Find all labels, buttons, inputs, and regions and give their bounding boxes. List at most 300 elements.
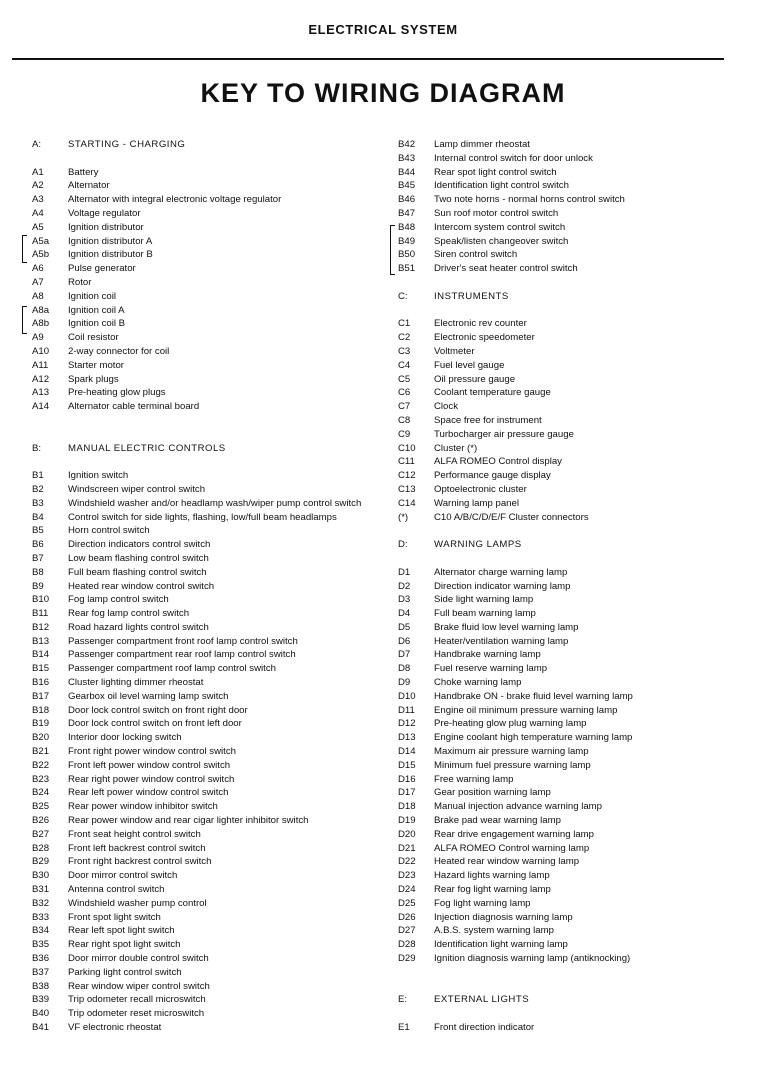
- item-code: C13: [398, 483, 416, 495]
- list-item: [32, 1021, 377, 1035]
- item-text: Ignition diagnosis warning lamp (antiknocking): [434, 953, 631, 965]
- item-text: Pre-heating glow plug warning lamp: [434, 718, 587, 730]
- list-item: [398, 745, 698, 759]
- list-item: [32, 828, 377, 842]
- item-code: D13: [398, 732, 416, 744]
- list-item: [32, 676, 377, 690]
- item-text: Speak/listen changeover switch: [434, 235, 569, 247]
- spacer: [398, 304, 698, 318]
- item-code: C9: [398, 428, 411, 440]
- item-code: C1: [398, 318, 411, 330]
- item-code: B12: [32, 621, 50, 633]
- item-text: Windscreen wiper control switch: [68, 483, 206, 495]
- item-code: C10: [398, 442, 416, 454]
- item-text: Starter motor: [68, 359, 124, 371]
- item-code: B7: [32, 552, 44, 564]
- spacer: [32, 152, 377, 166]
- item-code: A11: [32, 359, 49, 371]
- section-title: MANUAL ELECTRIC CONTROLS: [68, 442, 226, 454]
- item-code: A7: [32, 276, 44, 288]
- list-item: [398, 731, 698, 745]
- list-item: [398, 207, 698, 221]
- list-item: [398, 786, 698, 800]
- item-code: B48: [398, 221, 416, 233]
- list-item: [32, 773, 377, 787]
- bracket-b48-b51: [390, 225, 395, 275]
- list-d: [398, 566, 698, 966]
- list-b: [32, 469, 377, 1035]
- list-item: [398, 883, 698, 897]
- item-text: Door lock control switch on front left door: [68, 718, 242, 730]
- list-item: [32, 386, 377, 400]
- item-text: Control switch for side lights, flashing, low/full beam headlamps: [68, 511, 337, 523]
- item-text: Front right power window control switch: [68, 746, 236, 758]
- item-code: B40: [32, 1008, 50, 1020]
- list-item: [32, 331, 377, 345]
- item-code: C3: [398, 345, 411, 357]
- spacer: [32, 455, 377, 469]
- list-item: [32, 304, 377, 318]
- list-item: [32, 980, 377, 994]
- item-code: B14: [32, 649, 50, 661]
- list-item: [32, 690, 377, 704]
- list-item: [32, 883, 377, 897]
- item-text: ALFA ROMEO Control display: [434, 456, 562, 468]
- list-item: [398, 690, 698, 704]
- item-code: C7: [398, 401, 411, 413]
- item-code: C5: [398, 373, 411, 385]
- item-code: A10: [32, 345, 50, 357]
- item-code: B27: [32, 828, 50, 840]
- item-code: B49: [398, 235, 416, 247]
- item-code: B25: [32, 801, 50, 813]
- item-text: Handbrake warning lamp: [434, 649, 541, 661]
- item-text: Engine oil minimum pressure warning lamp: [434, 704, 618, 716]
- list-item: [32, 869, 377, 883]
- item-text: Alternator cable terminal board: [68, 401, 200, 413]
- item-text: Direction indicators control switch: [68, 539, 211, 551]
- list-item: [32, 938, 377, 952]
- list-item: [398, 359, 698, 373]
- item-text: Rear power window and rear cigar lighter inhibitor switch: [68, 815, 309, 827]
- list-item: [32, 966, 377, 980]
- list-item: [398, 952, 698, 966]
- item-text: Cluster (*): [434, 442, 478, 454]
- spacer: [32, 428, 377, 442]
- list-item: [32, 814, 377, 828]
- list-c: [398, 317, 698, 524]
- list-item: [32, 731, 377, 745]
- item-code: D12: [398, 718, 416, 730]
- item-code: B1: [32, 470, 44, 482]
- item-code: B10: [32, 594, 50, 606]
- item-code: B6: [32, 539, 44, 551]
- item-text: Horn control switch: [68, 525, 150, 537]
- right-column: [398, 138, 698, 1035]
- item-code: B21: [32, 746, 50, 758]
- item-code: C2: [398, 332, 411, 344]
- item-code: B13: [32, 635, 50, 647]
- item-text: Ignition switch: [68, 470, 129, 482]
- item-code: D17: [398, 787, 416, 799]
- item-code: D1: [398, 566, 411, 578]
- item-code: (*): [398, 511, 409, 523]
- item-code: C12: [398, 470, 416, 482]
- item-text: Space free for instrument: [434, 414, 542, 426]
- list-item: [398, 800, 698, 814]
- item-text: Fog light warning lamp: [434, 897, 531, 909]
- item-code: D26: [398, 911, 416, 923]
- list-item: [398, 331, 698, 345]
- item-text: Alternator with integral electronic voltage regulator: [68, 194, 282, 206]
- item-text: Rear spot light control switch: [434, 166, 557, 178]
- item-code: B51: [398, 263, 416, 275]
- item-text: Performance gauge display: [434, 470, 551, 482]
- item-code: B46: [398, 194, 416, 206]
- item-text: Handbrake ON - brake fluid level warning lamp: [434, 690, 633, 702]
- item-text: Pre-heating glow plugs: [68, 387, 166, 399]
- item-code: A9: [32, 332, 44, 344]
- header-rule: [12, 58, 724, 60]
- list-item: [32, 621, 377, 635]
- section-title: WARNING LAMPS: [434, 539, 522, 551]
- list-item: [32, 842, 377, 856]
- item-code: B32: [32, 897, 50, 909]
- item-text: Ignition distributor B: [68, 249, 153, 261]
- item-code: B3: [32, 497, 44, 509]
- item-text: Ignition coil B: [68, 318, 126, 330]
- list-item: [32, 607, 377, 621]
- item-code: B15: [32, 663, 50, 675]
- item-text: Direction indicator warning lamp: [434, 580, 571, 592]
- item-code: A8b: [32, 318, 50, 330]
- section-code: A:: [32, 139, 42, 150]
- list-item: [398, 607, 698, 621]
- item-text: Front seat height control switch: [68, 828, 201, 840]
- spacer: [398, 552, 698, 566]
- item-text: 2-way connector for coil: [68, 345, 170, 357]
- list-item: [398, 566, 698, 580]
- item-text: Low beam flashing control switch: [68, 552, 209, 564]
- item-text: Battery: [68, 166, 99, 178]
- list-item: [32, 635, 377, 649]
- item-text: Identification light control switch: [434, 180, 569, 192]
- item-code: A5b: [32, 249, 50, 261]
- list-item: [32, 662, 377, 676]
- item-code: D18: [398, 801, 416, 813]
- item-text: Rear left power window control switch: [68, 787, 229, 799]
- item-code: E1: [398, 1022, 410, 1033]
- item-text: Coolant temperature gauge: [434, 387, 551, 399]
- list-item: [398, 855, 698, 869]
- list-item: [398, 648, 698, 662]
- page-title: KEY TO WIRING DIAGRAM: [200, 78, 566, 108]
- list-item: [32, 800, 377, 814]
- list-item: [398, 662, 698, 676]
- list-item: [32, 924, 377, 938]
- item-code: B8: [32, 566, 44, 578]
- item-code: D22: [398, 856, 416, 868]
- list-item: [398, 676, 698, 690]
- item-text: Front spot light switch: [68, 911, 161, 923]
- list-item: [398, 842, 698, 856]
- item-text: Antenna control switch: [68, 884, 165, 896]
- list-item: [32, 400, 377, 414]
- section-code: B:: [32, 442, 42, 454]
- list-item: [398, 317, 698, 331]
- list-item: [398, 938, 698, 952]
- item-text: A.B.S. system warning lamp: [434, 925, 554, 937]
- item-text: Fog lamp control switch: [68, 594, 169, 606]
- list-item: [398, 759, 698, 773]
- page-header: ELECTRICAL SYSTEM: [308, 22, 458, 37]
- list-item: [398, 414, 698, 428]
- bracket-a8: [22, 306, 27, 334]
- item-text: Alternator charge warning lamp: [434, 566, 568, 578]
- item-text: Intercom system control switch: [434, 221, 566, 233]
- list-item: [32, 1007, 377, 1021]
- item-text: Minimum fuel pressure warning lamp: [434, 759, 591, 771]
- item-code: D9: [398, 677, 411, 689]
- item-text: Door lock control switch on front right door: [68, 704, 248, 716]
- list-item: [398, 828, 698, 842]
- item-text: Fuel reserve warning lamp: [434, 663, 548, 675]
- list-item: [398, 897, 698, 911]
- list-item: [398, 814, 698, 828]
- bracket-a5: [22, 235, 27, 263]
- item-code: D27: [398, 925, 416, 937]
- item-code: B31: [32, 884, 50, 896]
- item-text: Rear left spot light switch: [68, 925, 175, 937]
- item-text: Sun roof motor control switch: [434, 207, 559, 219]
- list-item: [398, 442, 698, 456]
- list-item: [32, 235, 377, 249]
- list-item: [398, 235, 698, 249]
- item-code: A1: [32, 166, 44, 178]
- item-code: A13: [32, 387, 50, 399]
- list-item: [32, 290, 377, 304]
- item-code: D5: [398, 621, 411, 633]
- item-text: Internal control switch for door unlock: [434, 152, 593, 164]
- item-code: B24: [32, 787, 50, 799]
- list-item: [398, 400, 698, 414]
- list-item: [32, 717, 377, 731]
- item-code: D3: [398, 594, 411, 606]
- item-code: A3: [32, 194, 44, 206]
- item-code: A4: [32, 207, 44, 219]
- list-item: [398, 869, 698, 883]
- item-code: B44: [398, 166, 416, 178]
- item-code: B11: [32, 608, 49, 620]
- item-code: B45: [398, 180, 416, 192]
- item-code: B20: [32, 732, 50, 744]
- item-code: B37: [32, 966, 50, 978]
- item-text: Heated rear window warning lamp: [434, 856, 580, 868]
- list-item: [398, 138, 698, 152]
- section-code: E:: [398, 994, 408, 1006]
- item-code: C6: [398, 387, 411, 399]
- item-code: B4: [32, 511, 44, 523]
- item-code: B26: [32, 815, 50, 827]
- section-c-heading: [398, 290, 698, 304]
- item-text: Two note horns - normal horns control switch: [434, 194, 625, 206]
- list-item: [32, 552, 377, 566]
- list-item: [32, 345, 377, 359]
- list-item: [32, 648, 377, 662]
- list-e: [398, 1021, 698, 1035]
- item-text: Hazard lights warning lamp: [434, 870, 550, 882]
- item-code: D24: [398, 884, 416, 896]
- item-code: A8a: [32, 304, 50, 316]
- list-item: [398, 911, 698, 925]
- spacer: [398, 276, 698, 290]
- spacer: [398, 980, 698, 994]
- item-text: Side light warning lamp: [434, 594, 534, 606]
- spacer: [398, 966, 698, 980]
- list-item: [32, 993, 377, 1007]
- list-item: [398, 483, 698, 497]
- item-code: B41: [32, 1022, 50, 1033]
- item-code: B42: [398, 139, 416, 150]
- list-item: [32, 207, 377, 221]
- item-text: Ignition coil: [68, 290, 116, 302]
- item-code: B36: [32, 953, 50, 965]
- list-item: [32, 759, 377, 773]
- item-code: A2: [32, 180, 44, 192]
- list-a: [32, 166, 377, 414]
- item-code: D20: [398, 828, 416, 840]
- item-code: C14: [398, 497, 416, 509]
- item-text: Ignition distributor A: [68, 235, 153, 247]
- item-text: Front left backrest control switch: [68, 842, 206, 854]
- item-text: Gearbox oil level warning lamp switch: [68, 690, 229, 702]
- list-item: [32, 221, 377, 235]
- section-title: STARTING - CHARGING: [68, 139, 186, 150]
- list-item: [398, 193, 698, 207]
- list-item: [32, 469, 377, 483]
- item-code: D10: [398, 690, 416, 702]
- item-text: Rear fog light warning lamp: [434, 884, 551, 896]
- list-item: [32, 276, 377, 290]
- item-text: Rear power window inhibitor switch: [68, 801, 218, 813]
- list-item: [32, 248, 377, 262]
- list-item: [32, 373, 377, 387]
- item-code: D25: [398, 897, 416, 909]
- item-text: Optoelectronic cluster: [434, 483, 527, 495]
- item-text: Passenger compartment front roof lamp control switch: [68, 635, 298, 647]
- item-text: Rear window wiper control switch: [68, 980, 210, 992]
- item-code: B9: [32, 580, 44, 592]
- list-item: [398, 635, 698, 649]
- item-text: Pulse generator: [68, 263, 136, 275]
- item-text: Manual injection advance warning lamp: [434, 801, 602, 813]
- item-text: Rear fog lamp control switch: [68, 608, 190, 620]
- list-item: [398, 428, 698, 442]
- list-item: [398, 704, 698, 718]
- item-text: Fuel level gauge: [434, 359, 505, 371]
- list-item: [32, 483, 377, 497]
- list-item: [32, 166, 377, 180]
- list-item: [398, 179, 698, 193]
- item-code: D4: [398, 608, 411, 620]
- item-text: Voltage regulator: [68, 207, 141, 219]
- item-code: B29: [32, 856, 50, 868]
- item-text: Full beam flashing control switch: [68, 566, 207, 578]
- item-text: Road hazard lights control switch: [68, 621, 209, 633]
- list-item: [398, 593, 698, 607]
- item-text: Electronic speedometer: [434, 332, 535, 344]
- item-text: Injection diagnosis warning lamp: [434, 911, 573, 923]
- item-code: B47: [398, 207, 416, 219]
- item-text: Heated rear window control switch: [68, 580, 215, 592]
- item-code: B33: [32, 911, 50, 923]
- item-code: D14: [398, 746, 416, 758]
- item-text: Ignition coil A: [68, 304, 125, 316]
- item-text: Rear drive engagement warning lamp: [434, 828, 594, 840]
- list-item: [32, 511, 377, 525]
- item-code: D21: [398, 842, 416, 854]
- list-item: [398, 717, 698, 731]
- item-text: Driver's seat heater control switch: [434, 263, 578, 275]
- item-text: Door mirror control switch: [68, 870, 178, 882]
- item-code: C4: [398, 359, 411, 371]
- list-item: [32, 359, 377, 373]
- item-text: Windshield washer pump control: [68, 897, 207, 909]
- item-code: A5a: [32, 235, 50, 247]
- list-item: [398, 262, 698, 276]
- item-text: Full beam warning lamp: [434, 608, 536, 620]
- list-item: [32, 524, 377, 538]
- list-item: [32, 262, 377, 276]
- item-text: Identification light warning lamp: [434, 939, 568, 951]
- item-text: Front direction indicator: [434, 1022, 535, 1033]
- item-code: C8: [398, 414, 411, 426]
- item-text: Clock: [434, 401, 458, 413]
- section-code: C:: [398, 290, 408, 302]
- item-code: B50: [398, 249, 416, 261]
- list-item: [32, 786, 377, 800]
- item-text: Heater/ventilation warning lamp: [434, 635, 569, 647]
- section-code: D:: [398, 539, 408, 551]
- item-code: B39: [32, 994, 50, 1006]
- list-item: [32, 179, 377, 193]
- item-code: D16: [398, 773, 416, 785]
- list-item: [398, 497, 698, 511]
- list-item: [32, 538, 377, 552]
- list-item: [398, 345, 698, 359]
- list-item: [32, 593, 377, 607]
- section-d-heading: [398, 538, 698, 552]
- list-item: [32, 193, 377, 207]
- item-code: D15: [398, 759, 416, 771]
- item-code: A12: [32, 373, 50, 385]
- item-text: Trip odometer recall microswitch: [68, 994, 206, 1006]
- item-code: B16: [32, 677, 50, 689]
- section-title: INSTRUMENTS: [434, 290, 509, 302]
- spacer: [398, 524, 698, 538]
- item-code: C11: [398, 456, 415, 468]
- list-item: [398, 152, 698, 166]
- item-code: B22: [32, 759, 50, 771]
- item-code: A6: [32, 263, 44, 275]
- item-text: Spark plugs: [68, 373, 119, 385]
- item-code: B34: [32, 925, 50, 937]
- item-code: D2: [398, 580, 411, 592]
- list-item: [32, 952, 377, 966]
- item-code: D6: [398, 635, 411, 647]
- item-code: D19: [398, 815, 416, 827]
- list-item: [32, 580, 377, 594]
